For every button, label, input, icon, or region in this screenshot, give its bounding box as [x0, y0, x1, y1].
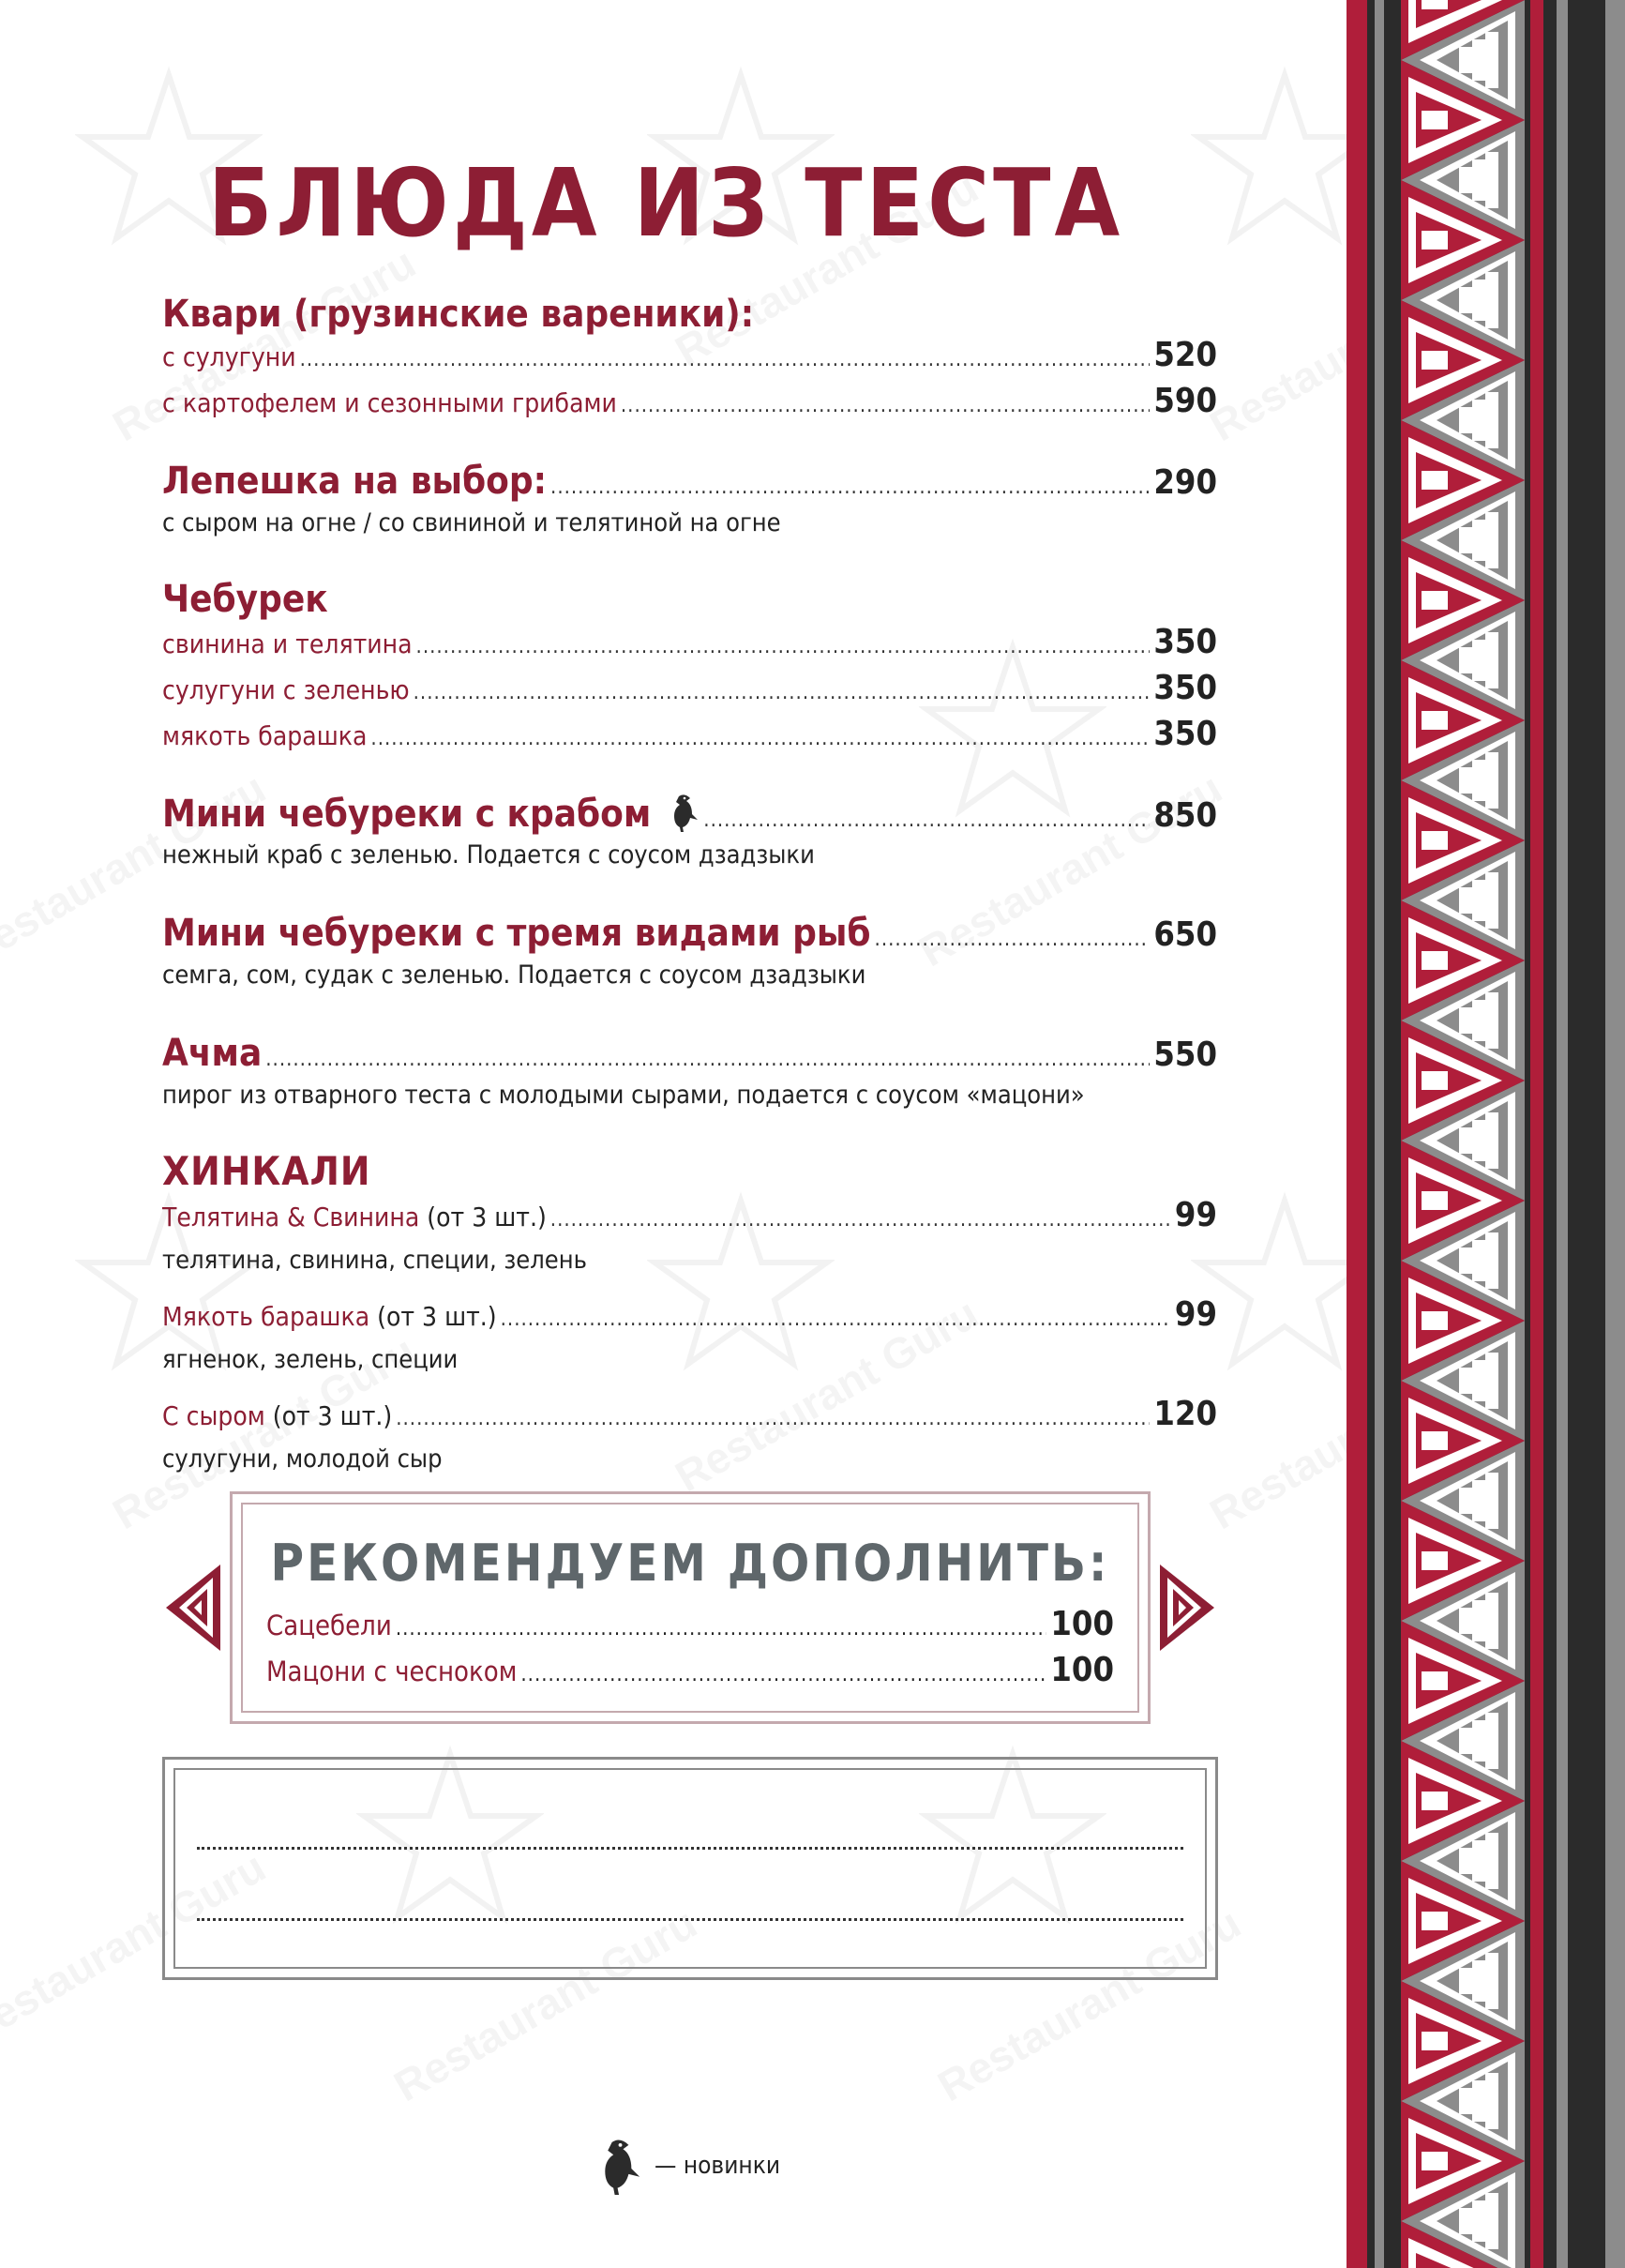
menu-item-row	[162, 793, 1217, 836]
recommend-title: РЕКОМЕНДУЕМ ДОПОЛНИТЬ:	[270, 1534, 1110, 1593]
leader-dots	[300, 348, 1151, 371]
bird-icon	[671, 793, 700, 832]
leader-dots	[370, 727, 1150, 750]
item-price: 99	[1174, 1196, 1217, 1234]
item-heading: Ачма	[162, 1032, 263, 1075]
item-price: 99	[1174, 1295, 1217, 1334]
item-name	[162, 1400, 392, 1431]
item-price: 850	[1153, 796, 1217, 835]
recommend-item-name: Сацебели	[266, 1610, 392, 1641]
item-heading: Мини чебуреки с тремя видами рыб	[162, 912, 871, 955]
item-name: свинина и телятина	[162, 628, 413, 659]
item-name: мякоть барашка	[162, 720, 368, 751]
leader-dots	[550, 1208, 1171, 1232]
khinkali-heading: ХИНКАЛИ	[162, 1148, 371, 1194]
menu-item-row	[162, 1196, 1217, 1234]
leader-dots	[501, 1308, 1171, 1331]
legend-text: — новинки	[655, 2152, 781, 2180]
leader-dots	[621, 394, 1151, 417]
note-line	[197, 1846, 1183, 1850]
menu-item-row	[162, 460, 1217, 503]
item-price: 120	[1153, 1395, 1217, 1433]
item-note: (от 3 шт.)	[427, 1202, 547, 1232]
item-name-text: Мякоть барашка	[162, 1301, 370, 1332]
item-name: с картофелем и сезонными грибами	[162, 387, 617, 418]
leader-dots	[396, 1407, 1150, 1430]
ornament-border	[1347, 0, 1625, 2268]
notes-box-inner	[173, 1768, 1207, 1969]
menu-item-row	[162, 715, 1217, 753]
leader-dots	[703, 809, 1150, 832]
item-name-text: Телятина & Свинина	[162, 1202, 420, 1232]
arrow-right-icon	[1158, 1563, 1216, 1653]
item-price: 550	[1153, 1036, 1217, 1074]
item-heading	[162, 793, 700, 836]
menu-item-row	[162, 1032, 1217, 1075]
item-heading: Лепешка на выбор:	[162, 460, 548, 503]
recommend-item-name: Мацони с чесноком	[266, 1656, 518, 1687]
cheburek-heading: Чебурек	[162, 578, 328, 621]
page-title: БЛЮДА ИЗ ТЕСТА	[207, 148, 1124, 258]
menu-item-row	[162, 382, 1217, 420]
item-price: 590	[1153, 382, 1217, 420]
menu-item-row	[162, 669, 1217, 707]
kvari-heading: Квари (грузинские вареники):	[162, 293, 755, 336]
menu-item-row	[162, 336, 1217, 374]
item-description: ягненок, зелень, специи	[162, 1345, 459, 1374]
item-heading-text: Мини чебуреки с крабом	[162, 793, 652, 836]
menu-item-row	[162, 1295, 1217, 1334]
menu-item-row	[162, 623, 1217, 661]
item-name: с сулугуни	[162, 341, 296, 372]
notes-box	[162, 1757, 1218, 1980]
bird-icon	[600, 2137, 643, 2195]
recommend-item-price: 100	[1050, 1651, 1114, 1689]
leader-dots	[550, 476, 1150, 499]
item-name: сулугуни с зеленью	[162, 674, 410, 705]
recommend-item-row	[266, 1605, 1114, 1643]
leader-dots	[416, 635, 1151, 658]
item-price: 350	[1153, 715, 1217, 753]
item-description: телятина, свинина, специи, зелень	[162, 1246, 587, 1275]
item-note: (от 3 шт.)	[377, 1301, 497, 1332]
recommend-box	[230, 1491, 1151, 1724]
recommend-item-price: 100	[1050, 1605, 1114, 1643]
item-description: нежный краб с зеленью. Подается с соусом дзадзыки	[162, 840, 815, 869]
item-price: 350	[1153, 623, 1217, 661]
item-price: 520	[1153, 336, 1217, 374]
menu-item-row	[162, 1395, 1217, 1433]
item-description: пирог из отварного теста с молодыми сырами, подается с соусом «мацони»	[162, 1081, 1085, 1110]
item-name	[162, 1301, 497, 1332]
item-description: сулугуни, молодой сыр	[162, 1444, 443, 1474]
item-price: 350	[1153, 669, 1217, 707]
recommend-item-row	[266, 1651, 1114, 1689]
leader-dots	[396, 1617, 1047, 1641]
item-description: семга, сом, судак с зеленью. Подается с соусом дзадзыки	[162, 960, 866, 990]
arrow-left-icon	[164, 1563, 222, 1653]
note-line	[197, 1917, 1183, 1921]
leader-dots	[265, 1048, 1150, 1071]
leader-dots	[414, 681, 1151, 704]
item-price: 290	[1153, 463, 1217, 502]
item-name-text: С сыром	[162, 1400, 265, 1431]
item-description: с сыром на огне / со свининой и телятиной на огне	[162, 508, 781, 537]
leader-dots	[875, 928, 1151, 951]
legend	[600, 2137, 780, 2195]
item-name	[162, 1202, 547, 1232]
item-note: (от 3 шт.)	[272, 1400, 393, 1431]
leader-dots	[520, 1663, 1046, 1686]
menu-item-row	[162, 912, 1217, 955]
item-price: 650	[1153, 915, 1217, 954]
